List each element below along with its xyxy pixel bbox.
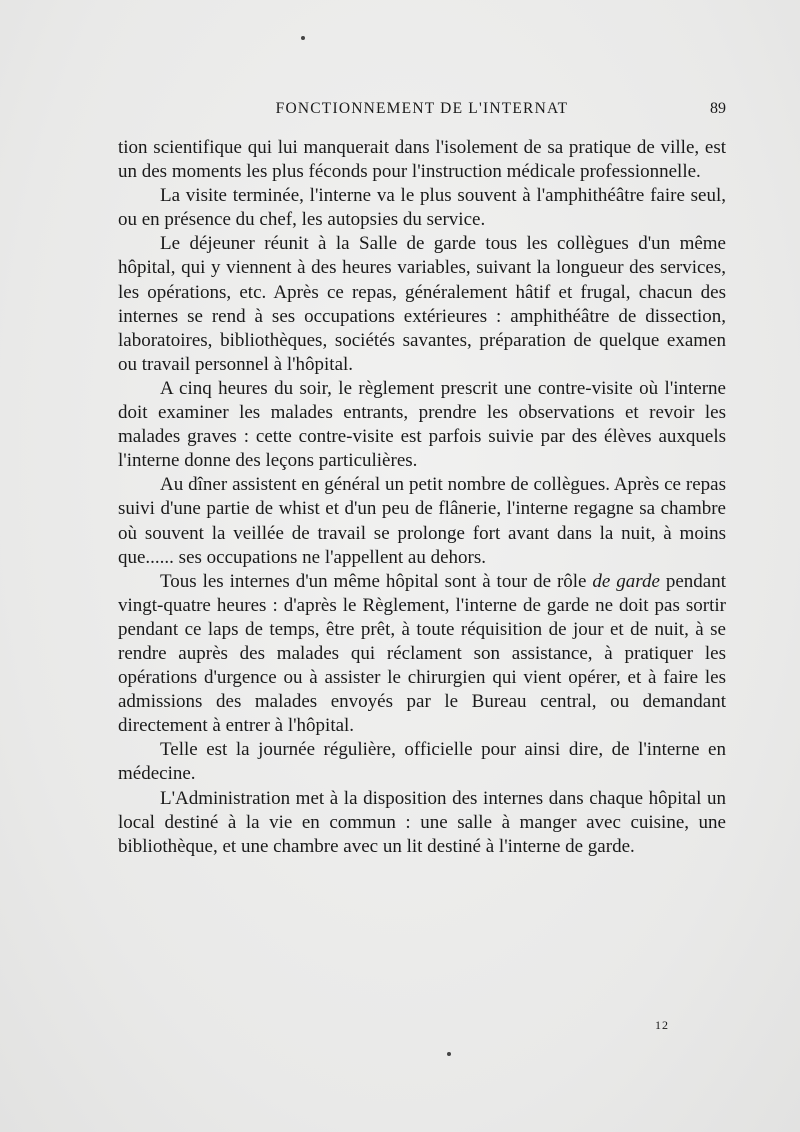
text-run: pendant vingt-quatre heures : d'après le Règlement, l'interne de garde ne doit pas sortir pendant ce laps de temps, être prêt, à toute réquisition de jour et de nuit, à se rendre auprès des malades qui réclament son assistance, à pratiquer les opérations d'urgence ou à assister le chirurgien qui vient opérer, et à faire les admissions des malades envoyés par le Bureau central, ou demandant directement à entrer à l'hôpital. [118,570,726,737]
paragraph: La visite terminée, l'interne va le plus souvent à l'amphithéâtre faire seul, ou en présence du chef, les autopsies du service. [118,185,726,231]
paragraph: L'Administration met à la disposition des internes dans chaque hôpital un local destiné à la vie en commun : une salle à manger avec cuisine, une bibliothèque, et une chambre avec un lit destiné à l'interne de garde. [118,787,726,857]
signature-mark: 12 [655,1018,669,1032]
paragraph: Telle est la journée régulière, officielle pour ainsi dire, de l'interne en médecine. [118,739,726,785]
running-head [118,100,726,124]
paragraph-garde [118,570,726,739]
body-text [118,136,726,859]
page-number: 89 [710,100,726,117]
paragraph: Le déjeuner réunit à la Salle de garde tous les collègues d'un même hôpital, qui y viennent à des heures variables, suivant la longueur des services, les opérations, etc. Après ce repas, généralement hâtif et frugal, chacun des internes se rend à ses occupations extérieures : amphithéâtre de dissection, laboratoires, bibliothèques, sociétés savantes, préparation de quelque examen ou travail personnel à l'hôpital. [118,233,726,375]
paragraph: Au dîner assistent en général un petit nombre de collègues. Après ce repas suivi d'une partie de whist et d'un peu de flânerie, l'interne regagne sa chambre où souvent la veillée de travail se prolonge fort avant dans la nuit, à moins que...... ses occupations ne l'appellent au dehors. [118,474,726,568]
print-speck [447,1052,451,1056]
paragraph: tion scientifique qui lui manquerait dans l'isolement de sa pratique de ville, est un des moments les plus féconds pour l'instruction médicale professionnelle. [118,137,726,183]
italic-term: de garde [592,570,660,592]
paragraph: A cinq heures du soir, le règlement prescrit une contre-visite où l'interne doit examiner les malades entrants, prendre les observations et revoir les malades graves : cette contre-visite est parfois suivie par des élèves auxquels l'interne donne des leçons particulières. [118,377,726,472]
running-title: FONCTIONNEMENT DE L'INTERNAT [275,100,569,117]
print-speck [301,36,305,40]
text-run: Tous les internes d'un même hôpital sont à tour de rôle [160,570,593,592]
